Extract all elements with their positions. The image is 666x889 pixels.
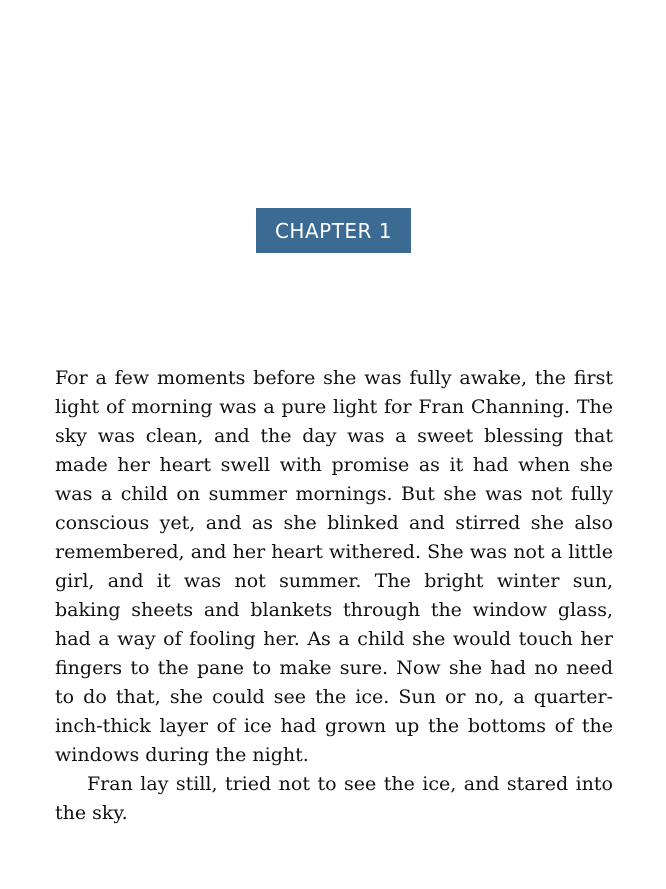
paragraph-1: For a few moments before she was fully awake, the first light of morning was a pure light for Fran Channing. The sky was clean, and the day was a sweet blessing that made her heart swell with promise as it had when she was a child on summer mornings. But she was not fully conscious yet, and as she blinked and stirred she also remembered, and her heart withered. She was not a little girl, and it was not summer. The bright winter sun, baking sheets and blankets through the window glass, had a way of fooling her. As a child she would touch her fingers to the pane to make sure. Now she had no need to do that, she could see the ice. Sun or no, a quarter-inch-thick layer of ice had grown up the bottoms of the windows during the night. <box>55 367 613 766</box>
paragraph-2: Fran lay still, tried not to see the ice, and stared into the sky. <box>55 773 613 824</box>
chapter-body-text <box>55 364 613 828</box>
chapter-heading: CHAPTER 1 <box>256 208 411 253</box>
